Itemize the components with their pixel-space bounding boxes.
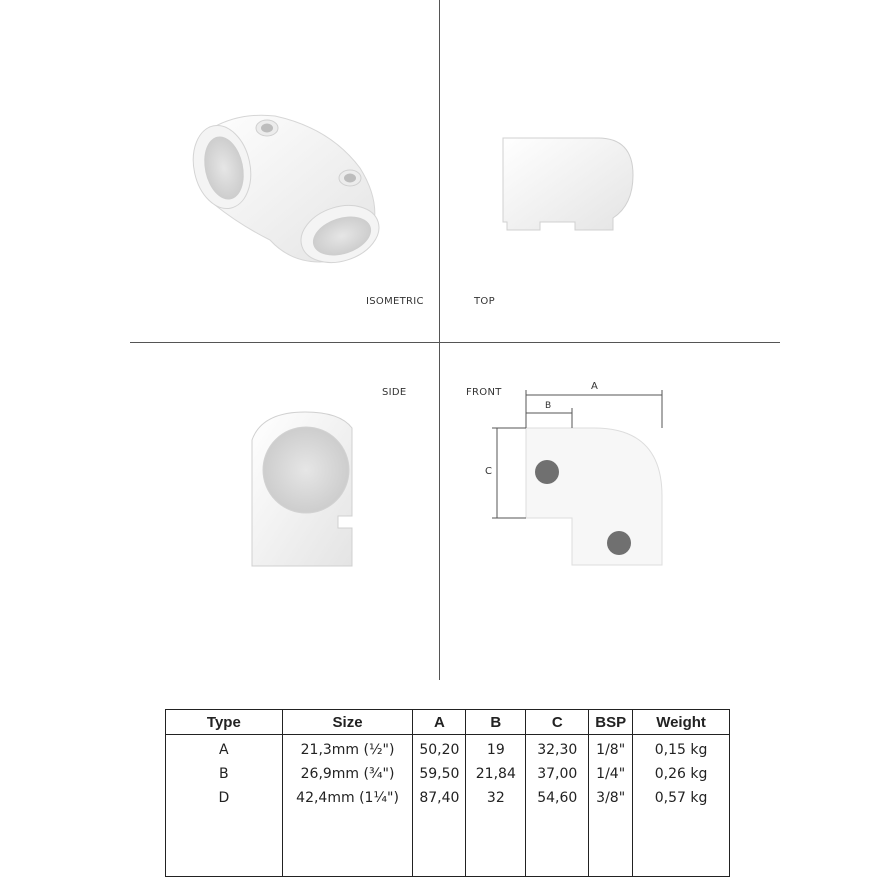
side-view-drawing [252, 412, 352, 566]
cell-weight: 0,57 kg [633, 786, 730, 810]
table-empty-row [166, 810, 730, 877]
label-isometric: ISOMETRIC [366, 296, 424, 307]
dimension-b-label: B [545, 401, 552, 411]
table-header-row [166, 710, 730, 735]
cell-weight: 0,26 kg [633, 762, 730, 786]
top-view-drawing [503, 138, 633, 230]
cell-type: D [166, 786, 283, 810]
dimension-a-label: A [591, 381, 599, 392]
cell-size: 26,9mm (¾") [282, 762, 413, 786]
cell-a: 59,50 [413, 762, 466, 786]
cell-bsp: 1/8" [589, 735, 633, 763]
cell-a: 87,40 [413, 786, 466, 810]
cell-c: 32,30 [526, 735, 589, 763]
label-top: TOP [474, 296, 495, 307]
label-front: FRONT [466, 387, 502, 398]
header-a: A [413, 710, 466, 735]
cell-type: A [166, 735, 283, 763]
front-view-drawing [492, 390, 662, 565]
cell-weight: 0,15 kg [633, 735, 730, 763]
header-size: Size [282, 710, 413, 735]
cell-bsp: 1/4" [589, 762, 633, 786]
table-row [166, 786, 730, 810]
header-type: Type [166, 710, 283, 735]
spec-table [165, 709, 730, 877]
table-row [166, 735, 730, 763]
header-b: B [466, 710, 526, 735]
cell-bsp: 3/8" [589, 786, 633, 810]
cell-b: 32 [466, 786, 526, 810]
header-weight: Weight [633, 710, 730, 735]
cell-c: 37,00 [526, 762, 589, 786]
cell-b: 21,84 [466, 762, 526, 786]
cell-c: 54,60 [526, 786, 589, 810]
cell-b: 19 [466, 735, 526, 763]
table-row [166, 762, 730, 786]
cell-size: 42,4mm (1¼") [282, 786, 413, 810]
header-c: C [526, 710, 589, 735]
header-bsp: BSP [589, 710, 633, 735]
label-side: SIDE [382, 387, 407, 398]
cell-type: B [166, 762, 283, 786]
cell-a: 50,20 [413, 735, 466, 763]
dimension-c-label: C [485, 466, 493, 477]
cell-size: 21,3mm (½") [282, 735, 413, 763]
isometric-fitting-drawing [186, 115, 387, 272]
